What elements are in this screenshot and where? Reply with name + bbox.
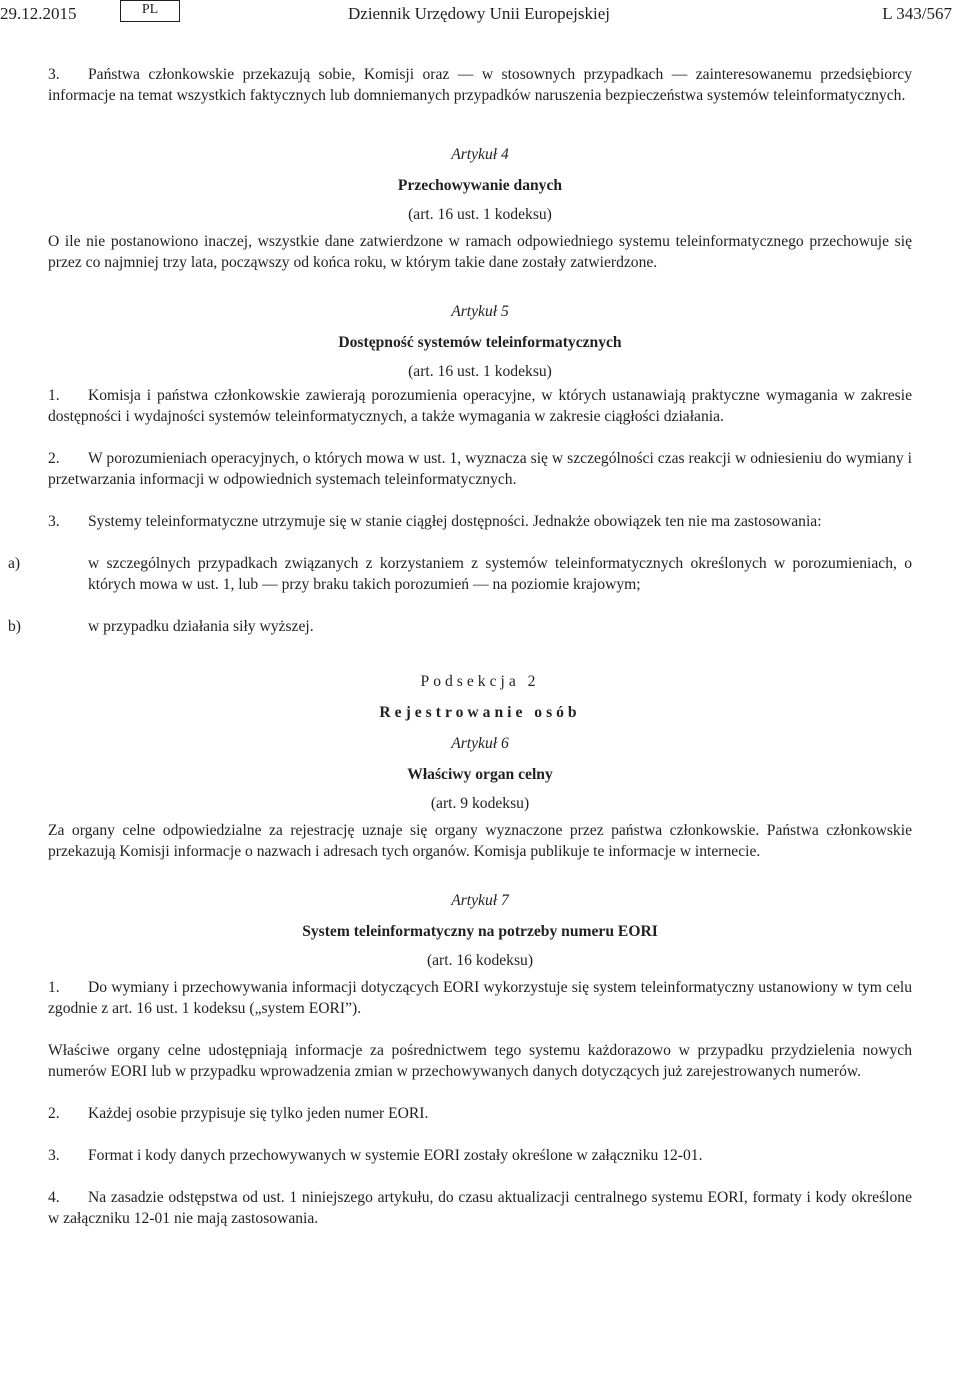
point-letter: b) (8, 618, 21, 635)
article-5-reference: (art. 16 ust. 1 kodeksu) (408, 363, 552, 380)
point-text: w szczególnych przypadkach związanych z korzystaniem z systemów teleinformatycznych określonych w porozumieniach, o których mowa w ust. 1, lub — przy braku takich porozumień — na poziomie krajowym; (88, 555, 912, 593)
article-7-title: System teleinformatyczny na potrzeby numeru EORI (302, 923, 658, 940)
journal-title: Dziennik Urzędowy Unii Europejskiej (348, 4, 611, 23)
article-7-paragraph-1-continued: Właściwe organy celne udostępniają informacje za pośrednictwem tego systemu każdorazowo w przypadku przydzielenia nowych numerów EORI lub w przypadku wprowadzenia zmian w przechowywanych danych dotyczących już zarejestrowanych numerów. (48, 1042, 912, 1080)
article-5-point-b (8, 616, 912, 637)
article-7-label: Artykuł 7 (451, 892, 509, 909)
article-6-title: Właściwy organ celny (407, 766, 553, 783)
article-4-text: O ile nie postanowiono inaczej, wszystkie dane zatwierdzone w ramach odpowiedniego systemu teleinformatycznego przechowuje się przez co najmniej trzy lata, począwszy od końca roku, w którym takie dane zostały zatwierdzone. (48, 233, 912, 271)
subsection-label: Podsekcja 2 (420, 673, 540, 690)
article-5-point-a (8, 553, 912, 595)
paragraph-text: Komisja i państwa członkowskie zawierają porozumienia operacyjne, w których ustanawiają praktyczne wymagania w zakresie dostępności i wydajności systemów teleinformatycznych, a także wymagania w zakresie ciągłości działania. (48, 387, 912, 425)
article-7-paragraph-2 (48, 1103, 912, 1124)
article-7-reference: (art. 16 kodeksu) (426, 952, 534, 969)
article-6-reference: (art. 9 kodeksu) (430, 795, 530, 812)
point-letter: a) (8, 555, 21, 572)
article-5-paragraph-3 (48, 511, 912, 532)
point-text: w przypadku działania siły wyższej. (88, 618, 314, 635)
paragraph-number: 2. (48, 450, 60, 467)
article-5-paragraph-2 (48, 448, 912, 490)
article-4-title: Przechowywanie danych (397, 177, 563, 194)
subsection-title: Rejestrowanie osób (379, 704, 581, 721)
paragraph-text: Format i kody danych przechowywanych w systemie EORI zostały określone w załączniku 12-01. (88, 1147, 703, 1164)
page-reference: L 343/567 (882, 4, 952, 23)
article-7-paragraph-1 (48, 977, 912, 1019)
article-5-title: Dostępność systemów teleinformatycznych (338, 334, 622, 351)
page-header (0, 0, 960, 26)
paragraph-text: Państwa członkowskie przekazują sobie, Komisji oraz — w stosownych przypadkach — zainteresowanemu przedsiębiorcy informacje na temat wszystkich faktycznych lub domniemanych przypadków naruszenia bezpieczeństwa systemów teleinformatycznych. (48, 66, 912, 104)
paragraph-text: W porozumieniach operacyjnych, o których mowa w ust. 1, wyznacza się w szczególności czas reakcji w odniesieniu do wymiany i przetwarzania informacji w odpowiednich systemach teleinformatycznych. (48, 450, 912, 488)
language-badge: PL (120, 0, 180, 22)
article-6-text: Za organy celne odpowiedzialne za rejestrację uznaje się organy wyznaczone przez państwa członkowskie. Państwa członkowskie przekazują Komisji informacje o nazwach i adresach tych organów. Komisja publikuje te informacje w internecie. (48, 822, 912, 860)
article-5-label: Artykuł 5 (451, 303, 509, 320)
paragraph-text: Systemy teleinformatyczne utrzymuje się w stanie ciągłej dostępności. Jednakże obowiązek ten nie ma zastosowania: (88, 513, 822, 530)
paragraph-number: 3. (48, 513, 60, 530)
article-4-label: Artykuł 4 (451, 146, 509, 163)
article-6-label: Artykuł 6 (451, 735, 509, 752)
document-body (8, 64, 912, 1229)
article-7-paragraph-4 (48, 1187, 912, 1229)
intro-paragraph (48, 64, 912, 106)
paragraph-number: 2. (48, 1105, 60, 1122)
paragraph-text: Na zasadzie odstępstwa od ust. 1 niniejszego artykułu, do czasu aktualizacji centralnego systemu EORI, formaty i kody określone w załączniku 12-01 nie mają zastosowania. (48, 1189, 912, 1227)
article-4-reference: (art. 16 ust. 1 kodeksu) (408, 206, 552, 223)
publication-date: 29.12.2015 (0, 4, 77, 23)
paragraph-number: 1. (48, 387, 60, 404)
article-5-paragraph-1 (48, 385, 912, 427)
paragraph-number: 1. (48, 979, 60, 996)
paragraph-number: 4. (48, 1189, 60, 1206)
paragraph-number: 3. (48, 1147, 60, 1164)
paragraph-number: 3. (48, 66, 60, 83)
article-7-paragraph-3 (48, 1145, 912, 1166)
paragraph-text: Do wymiany i przechowywania informacji dotyczących EORI wykorzystuje się system teleinformatyczny ustanowiony w tym celu zgodnie z art. 16 ust. 1 kodeksu („system EORI”). (48, 979, 912, 1017)
paragraph-text: Każdej osobie przypisuje się tylko jeden numer EORI. (88, 1105, 429, 1122)
